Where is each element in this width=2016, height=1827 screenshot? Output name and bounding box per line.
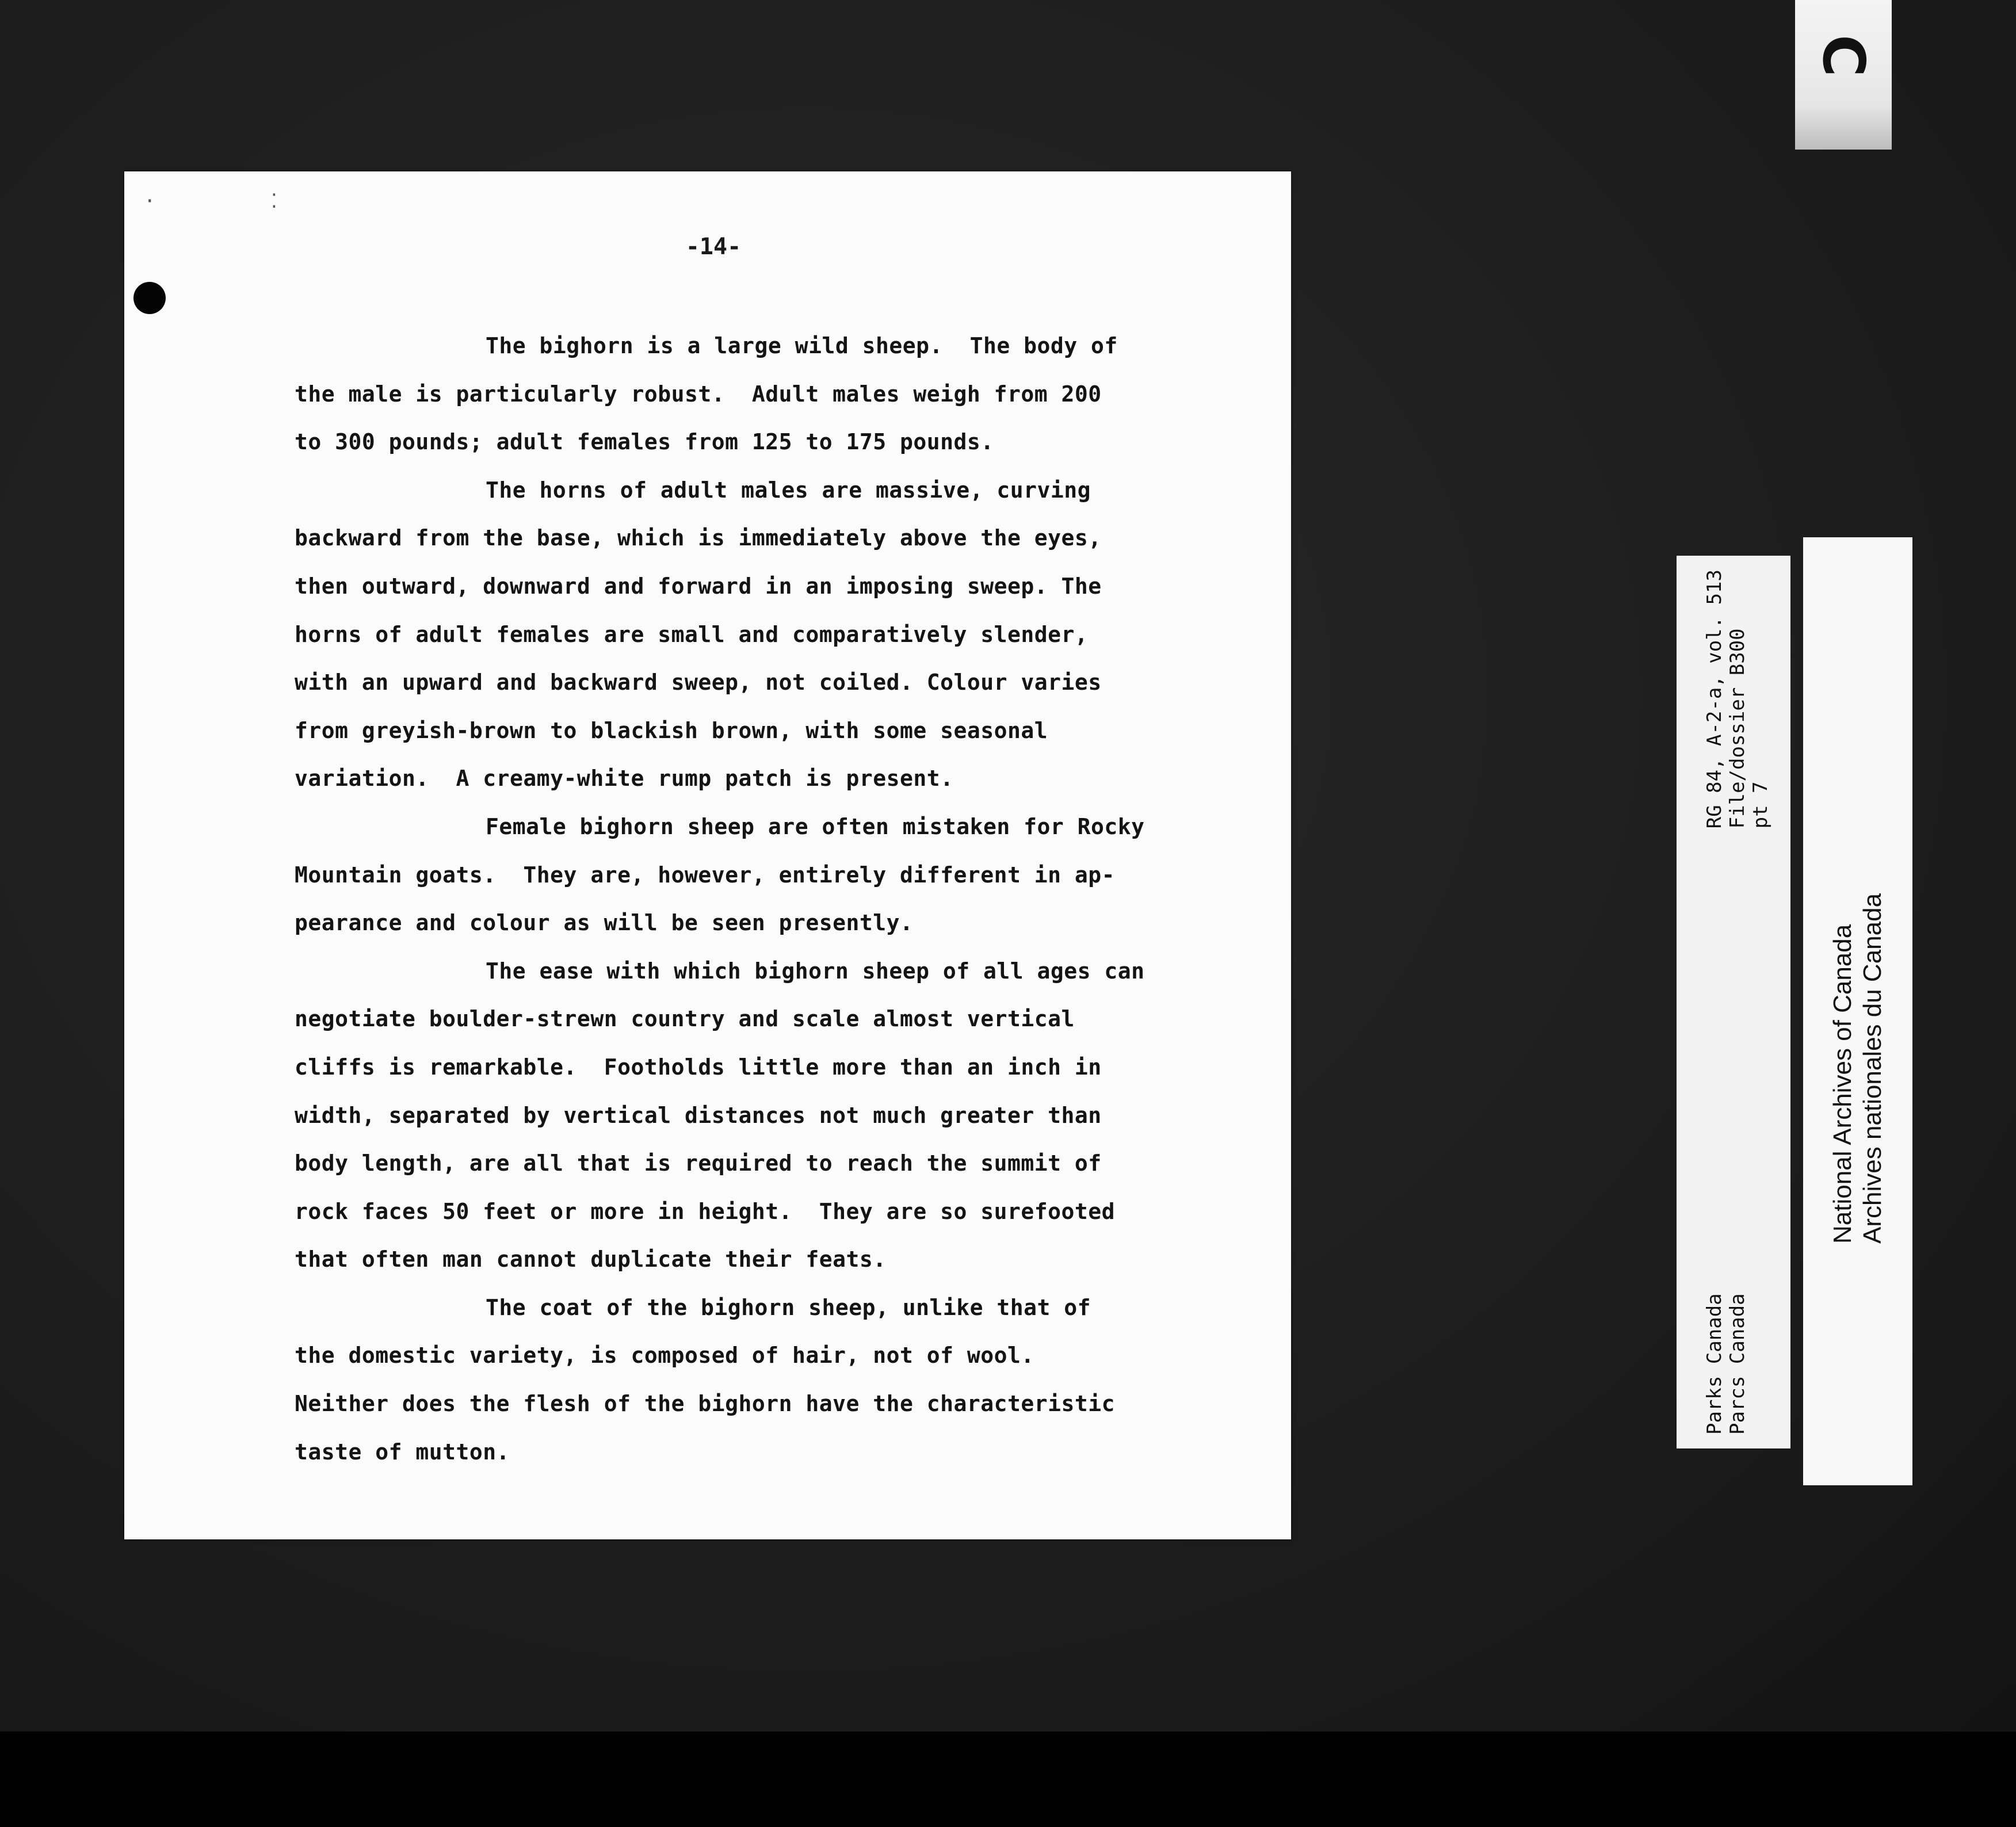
- text-line: taste of mutton.: [295, 1439, 510, 1465]
- text-line: to 300 pounds; adult females from 125 to 175 pounds.: [295, 429, 994, 455]
- corner-tab: [1795, 0, 1892, 150]
- text-line: cliffs is remarkable. Footholds little more than an inch in: [295, 1054, 1102, 1080]
- archives-name-fr: Archives nationales du Canada: [1858, 893, 1887, 1244]
- reference-line: RG 84, A-2-a, vol. 513: [1703, 569, 1726, 829]
- punch-hole: [133, 282, 166, 314]
- reference-lines: [1703, 569, 1790, 828]
- text-line: rock faces 50 feet or more in height. They are so surefooted: [295, 1198, 1116, 1224]
- text-line: with an upward and backward sweep, not coiled. Colour varies: [295, 670, 1102, 695]
- page-specks: · ⁚: [144, 190, 329, 213]
- paragraph: [295, 322, 1215, 467]
- paragraph: [295, 1284, 1215, 1476]
- agency-lines: [1703, 1293, 1790, 1435]
- bottom-black-strip: [0, 1732, 2016, 1827]
- text-line: Mountain goats. They are, however, entirely different in ap-: [295, 862, 1116, 888]
- text-line: width, separated by vertical distances not much greater than: [295, 1102, 1102, 1128]
- text-line: backward from the base, which is immediately above the eyes,: [295, 525, 1102, 551]
- corner-mark: C: [1810, 35, 1877, 77]
- paragraph: [295, 467, 1215, 803]
- text-line: The coat of the bighorn sheep, unlike that of: [486, 1294, 1091, 1320]
- paragraph: [295, 803, 1215, 947]
- text-line: from greyish-brown to blackish brown, with some seasonal: [295, 717, 1048, 743]
- text-line: the domestic variety, is composed of hair, not of wool.: [295, 1343, 1034, 1369]
- text-line: that often man cannot duplicate their feats.: [295, 1247, 887, 1272]
- agency-line: Parks Canada: [1703, 1293, 1726, 1435]
- text-line: variation. A creamy-white rump patch is present.: [295, 766, 954, 792]
- document-page: [124, 171, 1291, 1539]
- national-archives-label: [1803, 537, 1912, 1485]
- reference-line: File/dossier B300: [1726, 628, 1749, 829]
- document-body: [295, 322, 1215, 1476]
- page-number: -14-: [685, 234, 742, 260]
- archive-reference-label: [1677, 556, 1790, 1448]
- text-line: The ease with which bighorn sheep of all ages can: [486, 958, 1145, 984]
- text-line: The bighorn is a large wild sheep. The body of: [486, 333, 1118, 358]
- text-line: Female bighorn sheep are often mistaken for Rocky: [486, 813, 1145, 839]
- paragraph: [295, 947, 1215, 1284]
- text-line: then outward, downward and forward in an imposing sweep. The: [295, 573, 1102, 599]
- text-line: Neither does the flesh of the bighorn have the characteristic: [295, 1391, 1116, 1417]
- reference-line: pt 7: [1749, 781, 1772, 829]
- text-line: horns of adult females are small and comparatively slender,: [295, 621, 1089, 647]
- text-line: the male is particularly robust. Adult males weigh from 200: [295, 381, 1102, 407]
- text-line: body length, are all that is required to reach the summit of: [295, 1151, 1102, 1176]
- text-line: The horns of adult males are massive, curving: [486, 477, 1091, 503]
- text-line: pearance and colour as will be seen presently.: [295, 910, 914, 936]
- archives-name-en: National Archives of Canada: [1828, 924, 1857, 1244]
- agency-line: Parcs Canada: [1726, 1293, 1749, 1435]
- text-line: negotiate boulder-strewn country and scale almost vertical: [295, 1006, 1075, 1032]
